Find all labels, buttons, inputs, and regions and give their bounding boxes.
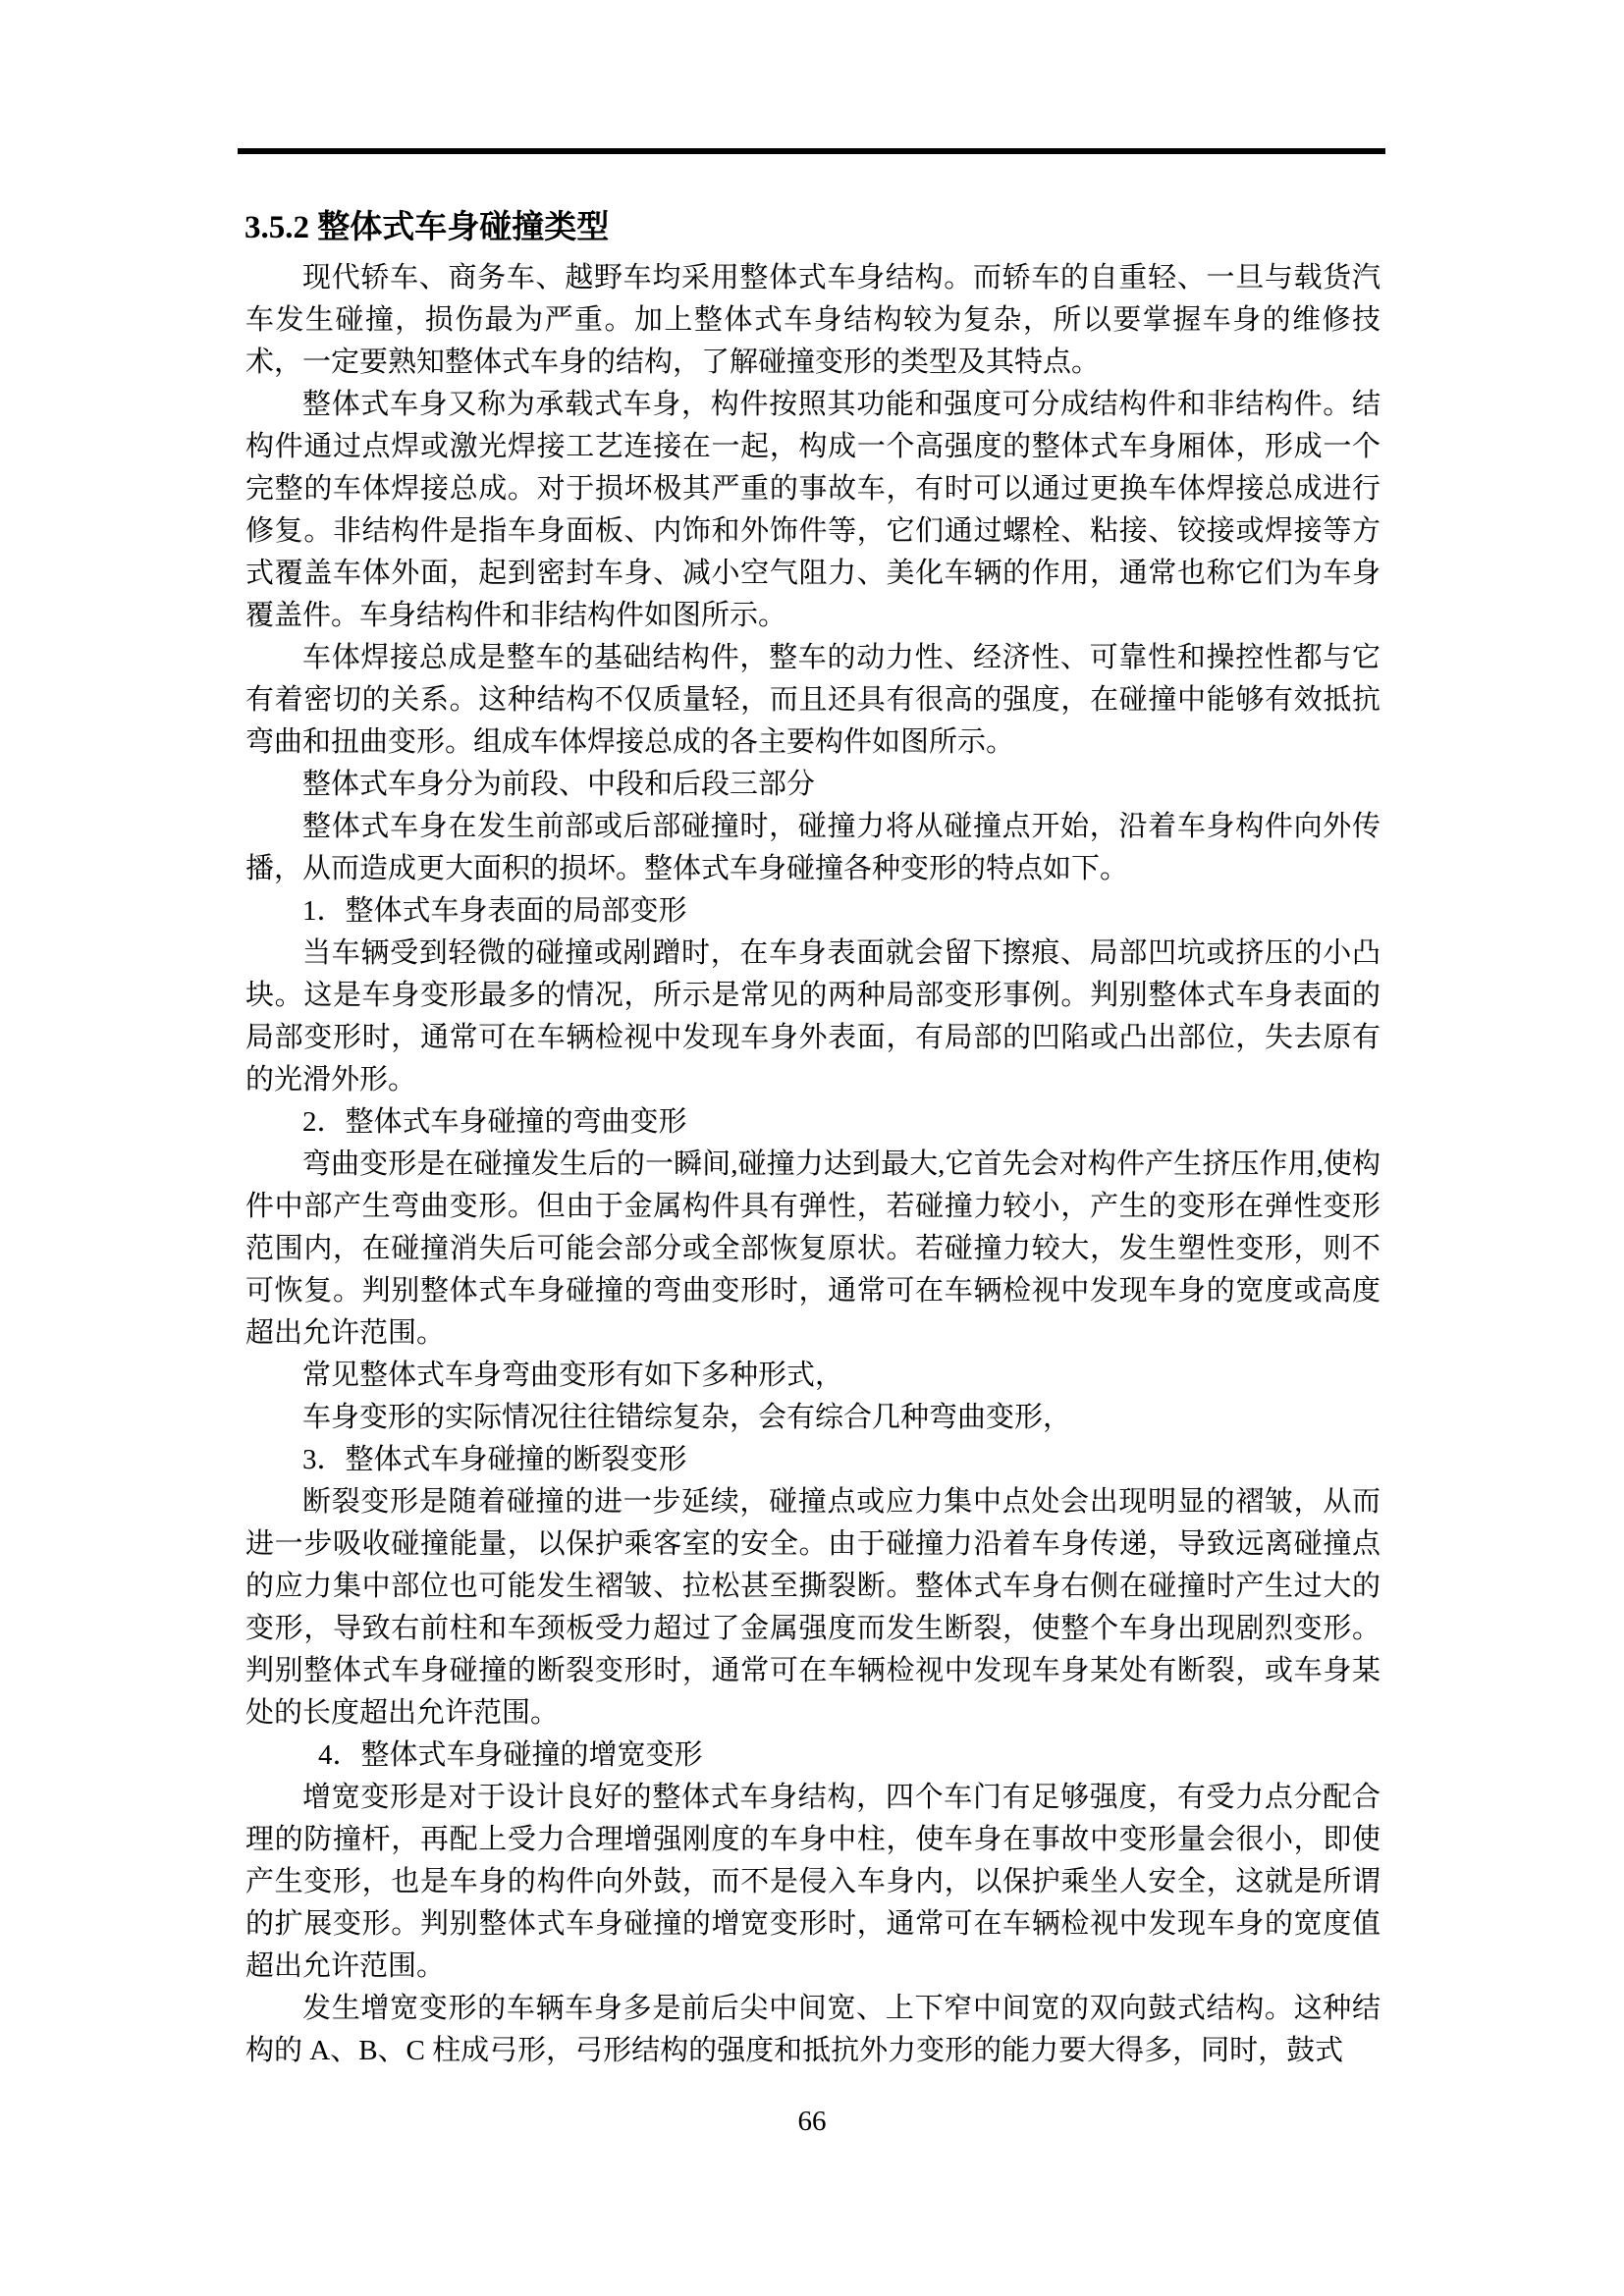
paragraph: 增宽变形是对于设计良好的整体式车身结构，四个车门有足够强度，有受力点分配合理的防撞杆，再配上受力合理增强刚度的车身中柱，使车身在事故中变形量会很小，即使产生变形，也是车身的构件向外鼓，而不是侵入车身内，以保护乘坐人安全，这就是所谓的扩展变形。判别整体式车身碰撞的增宽变形时，通常可在车辆检视中发现车身的宽度值超出允许范围。 (245, 1782, 1380, 1982)
paragraph: 现代轿车、商务车、越野车均采用整体式车身结构。而轿车的自重轻、一旦与载货汽车发生碰撞，损伤最为严重。加上整体式车身结构较为复杂，所以要掌握车身的维修技术，一定要熟知整体式车身的结构，了解碰撞变形的类型及其特点。 (245, 262, 1380, 378)
list-item-2: 2．整体式车身碰撞的弯曲变形 (302, 1106, 687, 1138)
page-number: 66 (797, 2106, 827, 2137)
list-item-3: 3．整体式车身碰撞的断裂变形 (302, 1444, 687, 1475)
paragraph: 车身变形的实际情况往往错综复杂，会有综合几种弯曲变形， (302, 1402, 1072, 1433)
paragraph: 整体式车身又称为承载式车身，构件按照其功能和强度可分成结构件和非结构件。结构件通过点焊或激光焊接工艺连接在一起，构成一个高强度的整体式车身厢体，形成一个完整的车体焊接总成。对于损坏极其严重的事故车，有时可以通过更换车体焊接总成进行修复。非结构件是指车身面板、内饰和外饰件等，它们通过螺栓、粘接、铰接或焊接等方式覆盖车体外面，起到密封车身、减小空气阻力、美化车辆的作用，通常也称它们为车身覆盖件。车身结构件和非结构件如图所示。 (245, 389, 1380, 631)
body-text (245, 257, 1380, 2072)
paragraph: 断裂变形是随着碰撞的进一步延续，碰撞点或应力集中点处会出现明显的褶皱，从而进一步吸收碰撞能量，以保护乘客室的安全。由于碰撞力沿着车身传递，导致远离碰撞点的应力集中部位也可能发生褶皱、拉松甚至撕裂断。整体式车身右侧在碰撞时产生过大的变形，导致右前柱和车颈板受力超过了金属强度而发生断裂，使整个车身出现剧烈变形。判别整体式车身碰撞的断裂变形时，通常可在车辆检视中发现车身某处有断裂，或车身某处的长度超出允许范围。 (245, 1486, 1380, 1729)
list-item-1: 1．整体式车身表面的局部变形 (302, 895, 687, 927)
paragraph: 当车辆受到轻微的碰撞或剐蹭时，在车身表面就会留下擦痕、局部凹坑或挤压的小凸块。这是车身变形最多的情况，所示是常见的两种局部变形事例。判别整体式车身表面的局部变形时，通常可在车辆检视中发现车身外表面，有局部的凹陷或凸出部位，失去原有的光滑外形。 (245, 937, 1380, 1095)
paragraph: 整体式车身在发生前部或后部碰撞时，碰撞力将从碰撞点开始，沿着车身构件向外传播，从而造成更大面积的损坏。整体式车身碰撞各种变形的特点如下。 (245, 811, 1380, 884)
paragraph: 发生增宽变形的车辆车身多是前后尖中间宽、上下窄中间宽的双向鼓式结构。这种结构的 A、B、C 柱成弓形，弓形结构的强度和抵抗外力变形的能力要大得多，同时，鼓式 (245, 1993, 1380, 2066)
paragraph: 常见整体式车身弯曲变形有如下多种形式， (302, 1360, 844, 1391)
paragraph: 车体焊接总成是整车的基础结构件，整车的动力性、经济性、可靠性和操控性都与它有着密切的关系。这种结构不仅质量轻，而且还具有很高的强度，在碰撞中能够有效抵抗弯曲和扭曲变形。组成车体焊接总成的各主要构件如图所示。 (245, 642, 1380, 758)
paragraph: 弯曲变形是在碰撞发生后的一瞬间,碰撞力达到最大,它首先会对构件产生挤压作用,使构件中部产生弯曲变形。但由于金属构件具有弹性，若碰撞力较小，产生的变形在弹性变形范围内，在碰撞消失后可能会部分或全部恢复原状。若碰撞力较大，发生塑性变形，则不可恢复。判别整体式车身碰撞的弯曲变形时，通常可在车辆检视中发现车身的宽度或高度超出允许范围。 (245, 1148, 1380, 1349)
list-item-4: 4．整体式车身碰撞的增宽变形 (317, 1739, 703, 1771)
paragraph: 整体式车身分为前段、中段和后段三部分 (302, 769, 816, 800)
section-heading: 3.5.2 整体式车身碰撞类型 (244, 210, 610, 245)
header-rule (238, 148, 1385, 154)
